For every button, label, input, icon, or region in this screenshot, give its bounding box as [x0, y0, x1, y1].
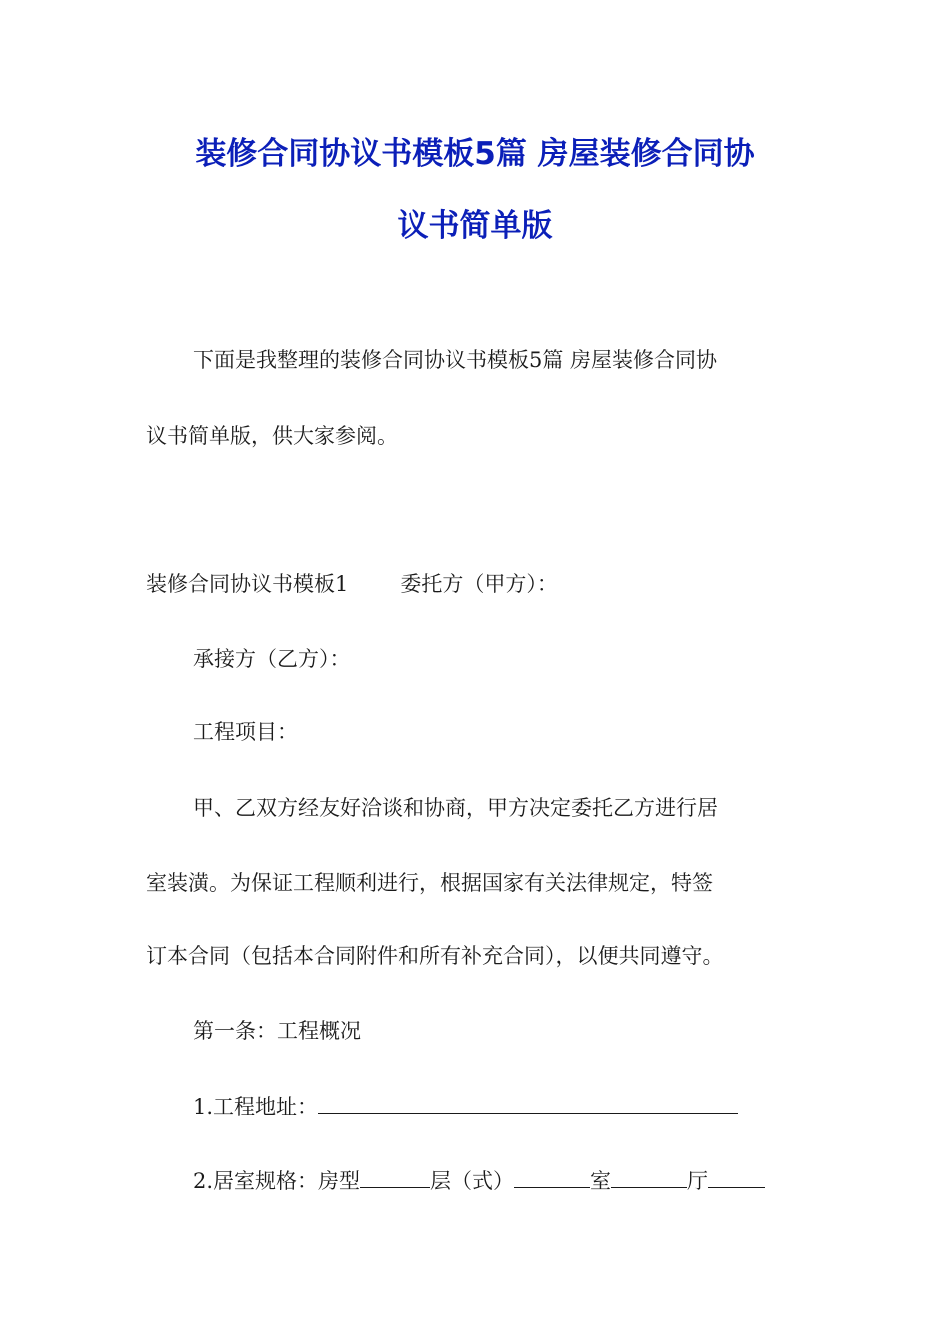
- hall-label: 厅: [687, 1169, 709, 1193]
- agreement-para-line-2: 室装潢。为保证工程顺利进行，根据国家有关法律规定，特签: [146, 871, 713, 895]
- intro-line-1: 下面是我整理的装修合同协议书模板5篇 房屋装修合同协: [193, 348, 718, 372]
- hall-blank: [708, 1167, 765, 1188]
- room-blank: [611, 1167, 687, 1188]
- item-1-row: [193, 1093, 738, 1121]
- document-title-line-1: 装修合同协议书模板5篇 房屋装修合同协: [195, 136, 755, 172]
- client-label: 委托方（甲方）：: [400, 572, 558, 596]
- room-label: 室: [590, 1169, 612, 1193]
- section-heading-row: [146, 570, 558, 598]
- floor-blank: [514, 1167, 590, 1188]
- house-type-blank: [360, 1167, 430, 1188]
- item-2-row: [193, 1167, 765, 1195]
- contractor-label: 承接方（乙方）：: [193, 647, 351, 671]
- section-heading: 装修合同协议书模板1: [146, 572, 349, 596]
- document-title-line-2: 议书简单版: [397, 208, 553, 244]
- floor-label: 层（式）: [430, 1169, 515, 1193]
- item-1-label: 1.工程地址：: [193, 1095, 319, 1119]
- address-blank-line: [318, 1093, 738, 1114]
- item-2-label: 2.居室规格：房型: [193, 1169, 361, 1193]
- intro-line-2: 议书简单版，供大家参阅。: [146, 424, 398, 448]
- project-label: 工程项目：: [193, 720, 298, 744]
- agreement-para-line-1: 甲、乙双方经友好洽谈和协商，甲方决定委托乙方进行居: [193, 796, 718, 820]
- article-1-heading: 第一条：工程概况: [193, 1019, 361, 1043]
- agreement-para-line-3: 订本合同（包括本合同附件和所有补充合同），以便共同遵守。: [146, 944, 724, 968]
